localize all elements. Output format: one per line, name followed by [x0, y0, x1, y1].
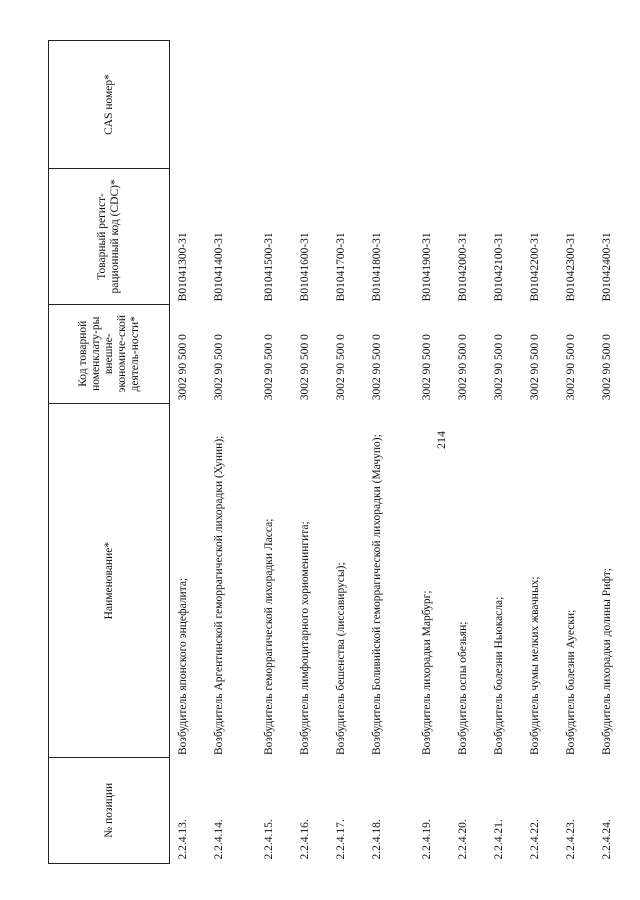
cell-cas [594, 41, 630, 169]
cell-cas [558, 41, 594, 169]
table-row [558, 41, 594, 864]
cell-position: 2.2.4.18. [370, 819, 383, 860]
cell-cdc: B01042000-31 [456, 232, 469, 302]
cell-code: 3002 90 500 0 [334, 334, 347, 401]
table-row [414, 41, 450, 864]
table-row [292, 41, 328, 864]
table-row [256, 41, 292, 864]
table-header-row [49, 41, 170, 864]
cell-position: 2.2.4.16. [298, 819, 311, 860]
header-cdc: Товарный регист-рационный код (CDC)* [49, 168, 170, 304]
cell-cas [256, 41, 292, 169]
cell-cas [328, 41, 364, 169]
cell-code: 3002 90 500 0 [564, 334, 577, 401]
cell-cas [364, 41, 414, 169]
cell-position: 2.2.4.21. [492, 819, 505, 860]
table-row [328, 41, 364, 864]
cell-position: 2.2.4.19. [420, 819, 433, 860]
cell-cdc: B01041800-31 [370, 232, 383, 302]
cell-position: 2.2.4.22. [528, 819, 541, 860]
cell-position: 2.2.4.13. [177, 819, 189, 860]
cell-code: 3002 90 500 0 [420, 334, 433, 401]
cell-code: 3002 90 500 0 [600, 334, 613, 401]
cell-name: Возбудитель чумы мелких жвачных; [528, 576, 541, 755]
cell-cdc: B01041300-31 [177, 232, 189, 302]
cell-name: Возбудитель Аргентинской геморрагической лихорадки (Хунин); [212, 435, 225, 755]
table-row [486, 41, 522, 864]
cell-code: 3002 90 500 0 [298, 334, 311, 401]
header-position: № позиции [49, 758, 170, 864]
cell-code: 3002 90 500 0 [177, 334, 189, 401]
cell-cdc: B01041700-31 [334, 232, 347, 302]
cell-cdc: B01041500-31 [262, 232, 275, 302]
cell-code: 3002 90 500 0 [370, 334, 383, 401]
table-row [522, 41, 558, 864]
header-name: Наименование* [49, 403, 170, 758]
cell-cas [522, 41, 558, 169]
cell-name: Возбудитель Боливийской геморрагической лихорадки (Мачупо); [370, 434, 383, 755]
header-cas: CAS номер* [49, 41, 170, 169]
cell-name: Возбудитель геморрагической лихорадки Ласса; [262, 518, 275, 755]
table-row [206, 41, 256, 864]
cell-code: 3002 90 500 0 [262, 334, 275, 401]
cell-position: 2.2.4.14. [212, 819, 225, 860]
cell-position: 2.2.4.17. [334, 819, 347, 860]
cell-name: Возбудитель бешенства (лиссавирусы); [334, 562, 347, 755]
header-code: Код товарной номенклату-ры внешне-экономиче-ской деятель-ности* [49, 304, 170, 403]
cell-cas [450, 41, 486, 169]
cell-cdc: B01042100-31 [492, 232, 505, 302]
cell-name: Возбудитель японского энцефалита; [177, 577, 189, 755]
cell-cas [486, 41, 522, 169]
cell-cdc: B01041900-31 [420, 232, 433, 302]
cell-cdc: B01042200-31 [528, 232, 541, 302]
cell-position: 2.2.4.23. [564, 819, 577, 860]
cell-cdc: B01042400-31 [600, 232, 613, 302]
cell-position: 2.2.4.20. [456, 819, 469, 860]
table-row [450, 41, 486, 864]
cell-code: 3002 90 500 0 [456, 334, 469, 401]
page-number: 214 [434, 431, 448, 449]
cell-cas [170, 41, 206, 169]
cell-name: Возбудитель болезни Ньюкасла; [492, 596, 505, 755]
cell-cdc: B01041600-31 [298, 232, 311, 302]
cell-code: 3002 90 500 0 [492, 334, 505, 401]
table-row [594, 41, 630, 864]
cell-code: 3002 90 500 0 [212, 334, 225, 401]
items-table [48, 40, 630, 864]
cell-name: Возбудитель лихорадки Марбург; [420, 590, 433, 755]
cell-name: Возбудитель лихорадки долины Рифт; [600, 568, 613, 755]
cell-position: 2.2.4.24. [600, 819, 613, 860]
cell-name: Возбудитель лимфоцитарного хориоменингита; [298, 521, 311, 755]
cell-name: Возбудитель болезни Ауески; [564, 609, 577, 755]
cell-cdc: B01042300-31 [564, 232, 577, 302]
cell-position: 2.2.4.15. [262, 819, 275, 860]
table-row [170, 41, 206, 864]
cell-cas [414, 41, 450, 169]
cell-name: Возбудитель оспы обезьян; [456, 621, 469, 755]
cell-cdc: B01041400-31 [212, 232, 225, 302]
cell-cas [292, 41, 328, 169]
cell-code: 3002 90 500 0 [528, 334, 541, 401]
table-row [364, 41, 414, 864]
cell-cas [206, 41, 256, 169]
